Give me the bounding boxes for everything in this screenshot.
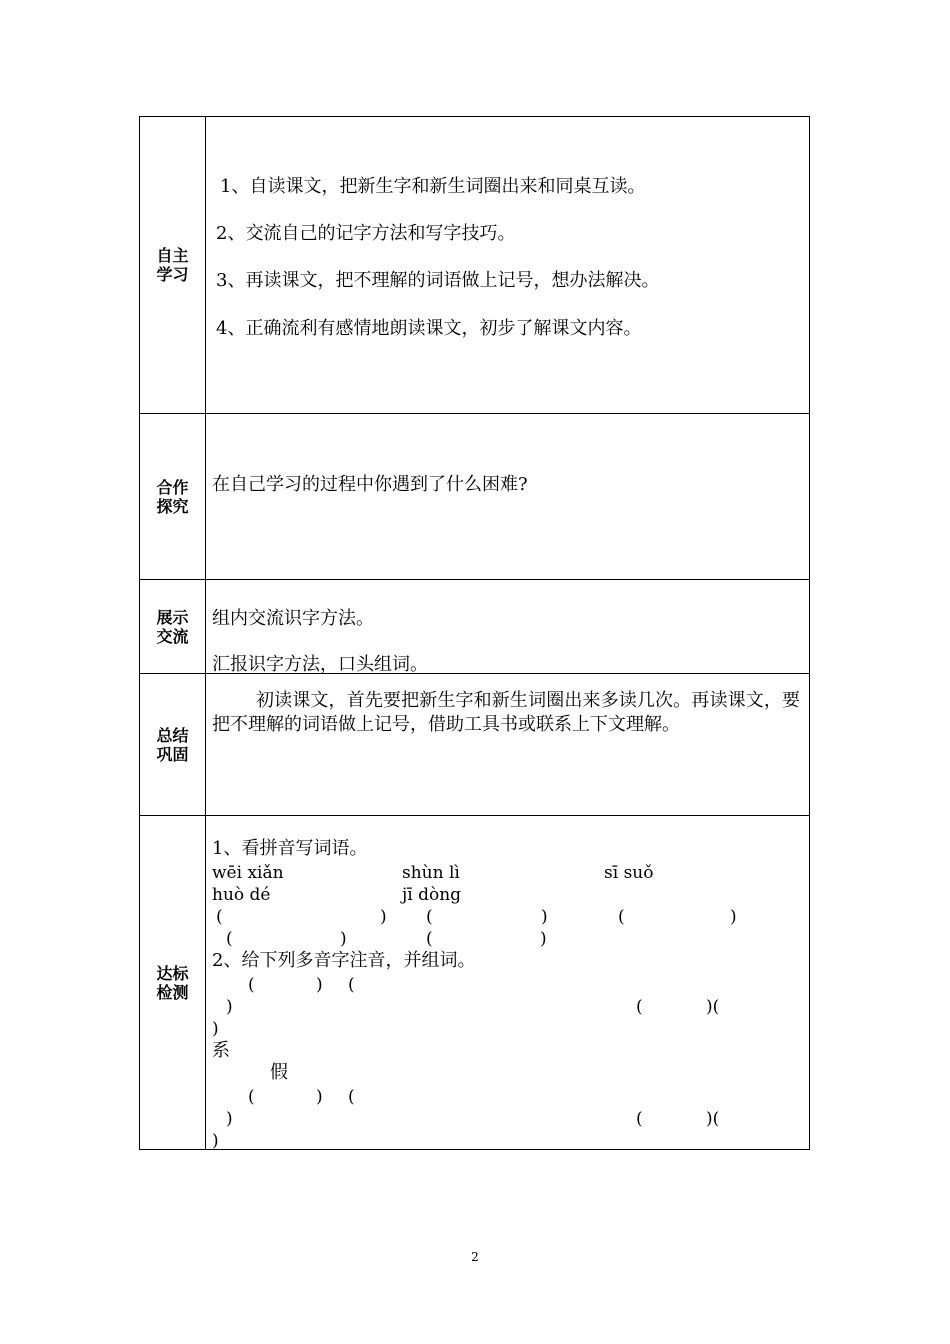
lesson-table xyxy=(139,116,810,1150)
answer-bracket: ) xyxy=(212,1131,219,1151)
page-number: 2 xyxy=(471,1250,479,1264)
label-line: 巩固 xyxy=(156,744,189,764)
cooperate-content xyxy=(212,414,801,579)
answer-bracket: ( xyxy=(226,929,233,949)
answer-bracket: ( xyxy=(248,1087,255,1107)
answer-bracket: ( xyxy=(348,975,355,995)
self-study-item: 2、交流自己的记字方法和写字技巧。 xyxy=(216,223,516,244)
label-line: 探究 xyxy=(156,496,189,516)
pinyin-word: huò dé xyxy=(212,885,271,905)
self-study-item: 4、正确流利有感情地朗读课文，初步了解课文内容。 xyxy=(216,318,642,339)
answer-bracket: ( xyxy=(348,1087,355,1107)
pinyin-word: jī dòng xyxy=(402,885,462,905)
answer-bracket: ( xyxy=(216,907,223,927)
self-study-item: 3、再读课文，把不理解的词语做上记号，想办法解决。 xyxy=(216,270,660,291)
test-question-2: 2、给下列多音字注音，并组词。 xyxy=(212,950,476,971)
answer-bracket: ) xyxy=(541,907,548,927)
answer-bracket: ( xyxy=(248,975,255,995)
polyphonic-char: 系 xyxy=(212,1040,230,1061)
label-line: 展示 xyxy=(156,607,189,627)
row-self-study xyxy=(140,117,809,414)
label-line: 学习 xyxy=(156,265,189,284)
answer-bracket: ( xyxy=(636,1109,643,1129)
answer-bracket: ) xyxy=(212,1019,219,1039)
summary-paragraph: 初读课文，首先要把新生字和新生词圈出来多读几次。再读课文，要把不理解的词语做上记号，借助工具书或联系上下文理解。 xyxy=(212,690,800,735)
show-item: 汇报识字方法，口头组词。 xyxy=(212,654,428,675)
polyphonic-char: 假 xyxy=(270,1062,288,1083)
pinyin-word: wēi xiǎn xyxy=(212,863,284,883)
label-line: 合作 xyxy=(156,477,189,497)
pinyin-word: sī suǒ xyxy=(604,863,654,883)
pinyin-word: shùn lì xyxy=(402,863,460,883)
label-line: 检测 xyxy=(156,983,189,1002)
answer-bracket: ) xyxy=(316,975,323,995)
self-study-content xyxy=(216,117,801,413)
row-show xyxy=(140,580,809,674)
row-summary xyxy=(140,674,809,816)
show-item: 组内交流识字方法。 xyxy=(212,608,374,629)
label-show xyxy=(140,580,206,673)
label-line: 自主 xyxy=(156,246,189,265)
summary-content xyxy=(212,674,801,815)
test-question-1: 1、看拼音写词语。 xyxy=(212,838,368,859)
answer-bracket: ) xyxy=(340,929,347,949)
answer-bracket: ) xyxy=(226,1109,233,1129)
answer-bracket: ( xyxy=(426,907,433,927)
label-test xyxy=(140,816,206,1150)
label-self-study xyxy=(140,117,206,413)
answer-bracket: ) xyxy=(226,997,233,1017)
test-content xyxy=(212,816,801,1151)
answer-bracket: ( xyxy=(618,907,625,927)
label-summary xyxy=(140,674,206,815)
answer-bracket: ( xyxy=(426,929,433,949)
row-cooperate xyxy=(140,414,809,580)
answer-bracket: )( xyxy=(706,997,720,1017)
self-study-item: 1、自读课文，把新生字和新生词圈出来和同桌互读。 xyxy=(220,176,646,197)
label-line: 达标 xyxy=(156,964,189,983)
show-content xyxy=(212,580,801,675)
row-test xyxy=(140,816,809,1150)
answer-bracket: ) xyxy=(540,929,547,949)
answer-bracket: )( xyxy=(706,1109,720,1129)
answer-bracket: ( xyxy=(636,997,643,1017)
answer-bracket: ) xyxy=(730,907,737,927)
label-line: 交流 xyxy=(156,626,189,646)
cooperate-question: 在自己学习的过程中你遇到了什么困难? xyxy=(212,474,528,495)
label-cooperate xyxy=(140,414,206,579)
answer-bracket: ) xyxy=(380,907,387,927)
label-line: 总结 xyxy=(156,725,189,745)
answer-bracket: ) xyxy=(316,1087,323,1107)
